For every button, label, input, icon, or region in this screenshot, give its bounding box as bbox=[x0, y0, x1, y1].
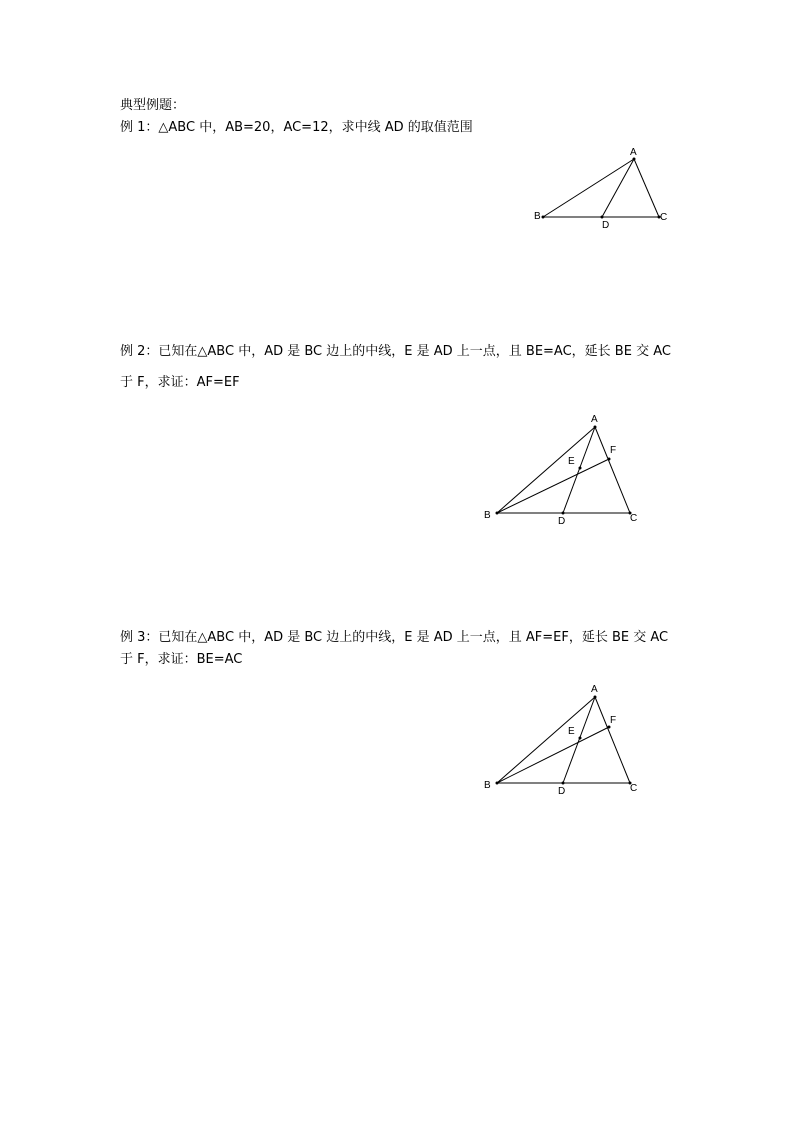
section-heading: 典型例题： bbox=[120, 98, 186, 113]
example-2-figure bbox=[480, 410, 645, 530]
segment-ad bbox=[563, 427, 595, 513]
segment-ab bbox=[543, 159, 634, 217]
point-e bbox=[579, 737, 582, 740]
example-3-text-line-1: 例 3：已知在△ABC 中，AD 是 BC 边上的中线，E 是 AD 上一点，且 AF=EF，延长 BE 交 AC bbox=[120, 630, 669, 645]
segment-bf bbox=[497, 727, 609, 783]
example-1-figure bbox=[530, 145, 675, 235]
point-b bbox=[542, 216, 545, 219]
point-b bbox=[496, 512, 499, 515]
point-f bbox=[608, 458, 611, 461]
segment-ad bbox=[563, 697, 595, 783]
label-a: A bbox=[591, 414, 598, 425]
point-d bbox=[562, 512, 565, 515]
label-b: B bbox=[484, 510, 491, 521]
label-b: B bbox=[484, 780, 491, 791]
example-3-figure bbox=[480, 680, 645, 800]
segment-ad bbox=[602, 159, 634, 217]
example-1-text: 例 1：△ABC 中，AB=20，AC=12，求中线 AD 的取值范围 bbox=[120, 120, 473, 135]
label-c: C bbox=[660, 212, 668, 223]
label-f: F bbox=[610, 715, 617, 726]
label-d: D bbox=[558, 786, 566, 797]
segment-ac bbox=[595, 697, 630, 783]
segment-ac bbox=[595, 427, 630, 513]
label-c: C bbox=[630, 783, 638, 794]
label-e: E bbox=[568, 726, 575, 737]
point-e bbox=[579, 467, 582, 470]
segment-ac bbox=[634, 159, 659, 217]
point-a bbox=[594, 696, 597, 699]
label-b: B bbox=[534, 211, 541, 222]
label-d: D bbox=[602, 220, 610, 231]
label-d: D bbox=[558, 516, 566, 527]
example-2-text-line-1: 例 2：已知在△ABC 中，AD 是 BC 边上的中线，E 是 AD 上一点，且 BE=AC，延长 BE 交 AC bbox=[120, 344, 671, 359]
point-d bbox=[562, 782, 565, 785]
label-f: F bbox=[610, 445, 617, 456]
point-a bbox=[594, 426, 597, 429]
label-e: E bbox=[568, 456, 575, 467]
segment-ab bbox=[497, 697, 595, 783]
segment-bf bbox=[497, 459, 609, 513]
label-c: C bbox=[630, 513, 638, 524]
point-d bbox=[601, 216, 604, 219]
label-a: A bbox=[630, 147, 637, 158]
point-b bbox=[496, 782, 499, 785]
segment-ab bbox=[497, 427, 595, 513]
example-2-text-line-2: 于 F，求证：AF=EF bbox=[120, 375, 240, 390]
example-3-text-line-2: 于 F，求证：BE=AC bbox=[120, 652, 243, 667]
label-a: A bbox=[591, 684, 598, 695]
